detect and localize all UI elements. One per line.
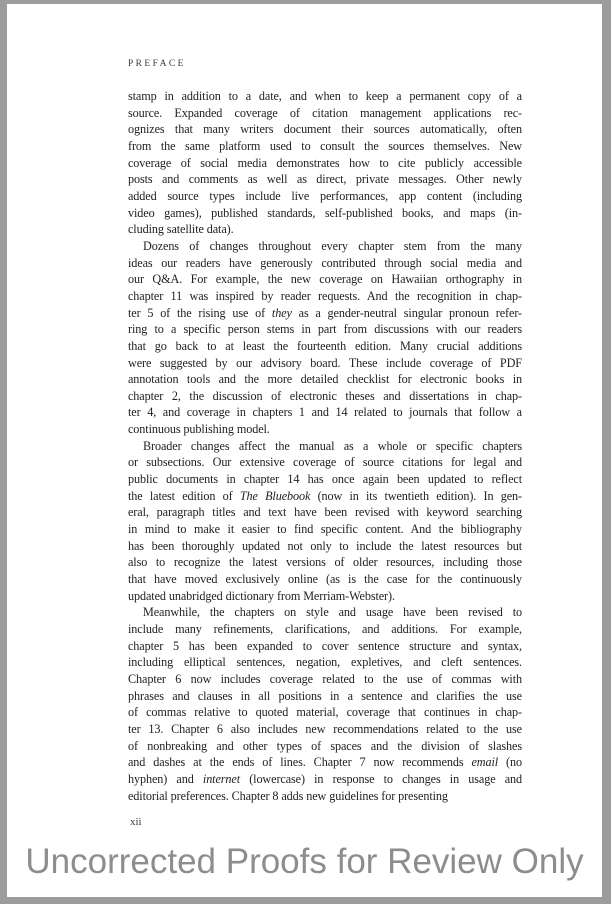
text-line <box>128 688 522 705</box>
text-line <box>128 238 522 255</box>
text-segment: chapter 5 has been expanded to cover sentence structure and syntax, <box>128 638 522 653</box>
text-segment: added source types include live performances, app content (including <box>128 188 522 203</box>
text-line <box>128 421 522 438</box>
text-segment: updated unabridged dictionary from Merriam-Webster). <box>128 588 395 603</box>
text-segment: (now in its twentieth edition). In gen- <box>310 488 522 503</box>
text-segment: ring to a specific person stems in part from discussions with our readers <box>128 322 522 337</box>
text-line <box>128 488 522 505</box>
paragraph <box>128 88 522 238</box>
text-line <box>128 305 522 322</box>
text-line <box>128 638 522 655</box>
text-line <box>128 138 522 155</box>
text-segment: phrases and clauses in all positions in a sentence and clarifies the use <box>128 688 522 703</box>
text-segment: that have moved exclusively online (as is the case for the continuously <box>128 572 522 587</box>
text-segment: of nonbreaking and other types of spaces and the division of slashes <box>128 738 522 753</box>
italic-text: The Bluebook <box>239 488 311 503</box>
text-segment: has been thoroughly updated not only to include the latest resources but <box>128 538 522 553</box>
paragraph <box>128 604 522 804</box>
text-segment: ognizes that many writers document their sources automatically, often <box>128 122 522 137</box>
text-line <box>128 521 522 538</box>
text-segment: ter 5 of the rising use of <box>128 305 272 320</box>
text-line <box>128 654 522 671</box>
text-line <box>128 221 522 238</box>
text-line <box>128 338 522 355</box>
text-segment: cluding satellite data). <box>128 222 234 237</box>
text-segment: (lowercase) in response to changes in usage and <box>240 771 522 786</box>
text-line <box>128 355 522 372</box>
text-segment: our Q&A. For example, the new coverage on Hawaiian orthography in <box>128 272 522 287</box>
text-line <box>128 788 522 805</box>
text-segment: as a gender-neutral singular pronoun refer- <box>291 305 523 320</box>
text-segment: chapter 11 was inspired by reader requests. And the recognition in chap- <box>128 288 522 303</box>
text-segment: stamp in addition to a date, and when to keep a permanent copy of a <box>128 89 522 103</box>
text-segment: the latest edition of <box>128 488 240 503</box>
text-segment: include many refinements, clarifications, and additions. For example, <box>128 622 522 636</box>
running-head: PREFACE <box>128 59 186 69</box>
text-line <box>128 88 522 105</box>
text-line <box>128 171 522 188</box>
text-segment: including elliptical sentences, negation, expletives, and cleft sentences. <box>128 655 522 670</box>
text-segment: coverage of social media demonstrates how to cite publicly accessible <box>128 155 522 170</box>
text-line <box>128 738 522 755</box>
text-segment: eral, paragraph titles and text have been revised with keyword searching <box>128 505 522 520</box>
text-line <box>128 704 522 721</box>
text-segment: ideas our readers have generously contributed through social media and <box>128 255 522 270</box>
text-segment: public documents in chapter 14 has once again been updated to reflect <box>128 472 522 487</box>
text-line <box>128 255 522 272</box>
text-line <box>128 504 522 521</box>
text-line <box>128 671 522 688</box>
italic-text: email <box>471 755 499 770</box>
text-segment: continuous publishing model. <box>128 422 270 437</box>
text-segment: Chapter 6 now includes coverage related to the use of commas with <box>128 671 522 686</box>
text-line <box>128 588 522 605</box>
text-line <box>128 604 522 621</box>
paragraph <box>128 438 522 605</box>
text-line <box>128 288 522 305</box>
text-line <box>128 271 522 288</box>
watermark: Uncorrected Proofs for Review Only <box>25 842 584 881</box>
text-segment: hyphen) and <box>128 771 203 786</box>
text-line <box>128 205 522 222</box>
text-line <box>128 621 522 638</box>
text-line <box>128 105 522 122</box>
text-segment: in mind to make it easier to find specific content. And the bibliography <box>128 522 522 537</box>
book-page <box>7 4 602 897</box>
text-line <box>128 471 522 488</box>
text-segment: also to recognize the latest versions of older resources, including those <box>128 555 522 570</box>
text-line <box>128 404 522 421</box>
text-segment: Meanwhile, the chapters on style and usage have been revised to <box>143 605 522 620</box>
text-line <box>128 188 522 205</box>
text-segment: Dozens of changes throughout every chapter stem from the many <box>143 238 522 253</box>
paragraph <box>128 238 522 438</box>
text-segment: annotation tools and the more detailed checklist for electronic books in <box>128 372 522 387</box>
text-segment: from the same platform used to consult the sources themselves. New <box>128 138 522 153</box>
text-segment: (no <box>498 755 522 770</box>
text-segment: ter 4, and coverage in chapters 1 and 14 related to journals that follow a <box>128 405 522 420</box>
text-segment: or subsections. Our extensive coverage of source citations for legal and <box>128 455 522 470</box>
text-line <box>128 554 522 571</box>
text-segment: chapter 2, the discussion of electronic theses and dissertations in chap- <box>128 388 522 403</box>
text-segment: and dashes at the ends of lines. Chapter 7 now recommends <box>128 755 472 770</box>
text-segment: source. Expanded coverage of citation management applications rec- <box>128 105 522 120</box>
text-line <box>128 438 522 455</box>
text-segment: ter 13. Chapter 6 also includes new recommendations related to the use <box>128 721 522 736</box>
text-line <box>128 155 522 172</box>
text-segment: posts and comments as well as direct, private messages. Other newly <box>128 172 522 187</box>
page-number: xii <box>130 816 142 828</box>
text-segment: were suggested by our advisory board. These include coverage of PDF <box>128 355 522 370</box>
text-segment: of commas relative to quoted material, coverage that continues in chap- <box>128 705 522 720</box>
text-line <box>128 321 522 338</box>
text-line <box>128 371 522 388</box>
text-line <box>128 121 522 138</box>
text-line <box>128 454 522 471</box>
text-line <box>128 388 522 405</box>
text-segment: video games), published standards, self-published books, and maps (in- <box>128 205 522 220</box>
text-line <box>128 721 522 738</box>
text-line <box>128 771 522 788</box>
text-line <box>128 538 522 555</box>
text-line <box>128 571 522 588</box>
text-segment: editorial preferences. Chapter 8 adds new guidelines for presenting <box>128 788 448 803</box>
text-segment: that go back to at least the fourteenth edition. Many crucial additions <box>128 338 522 353</box>
text-segment: Broader changes affect the manual as a whole or specific chapters <box>143 438 522 453</box>
italic-text: internet <box>202 771 241 786</box>
italic-text: they <box>271 305 292 320</box>
body-text <box>128 88 522 804</box>
text-line <box>128 754 522 771</box>
